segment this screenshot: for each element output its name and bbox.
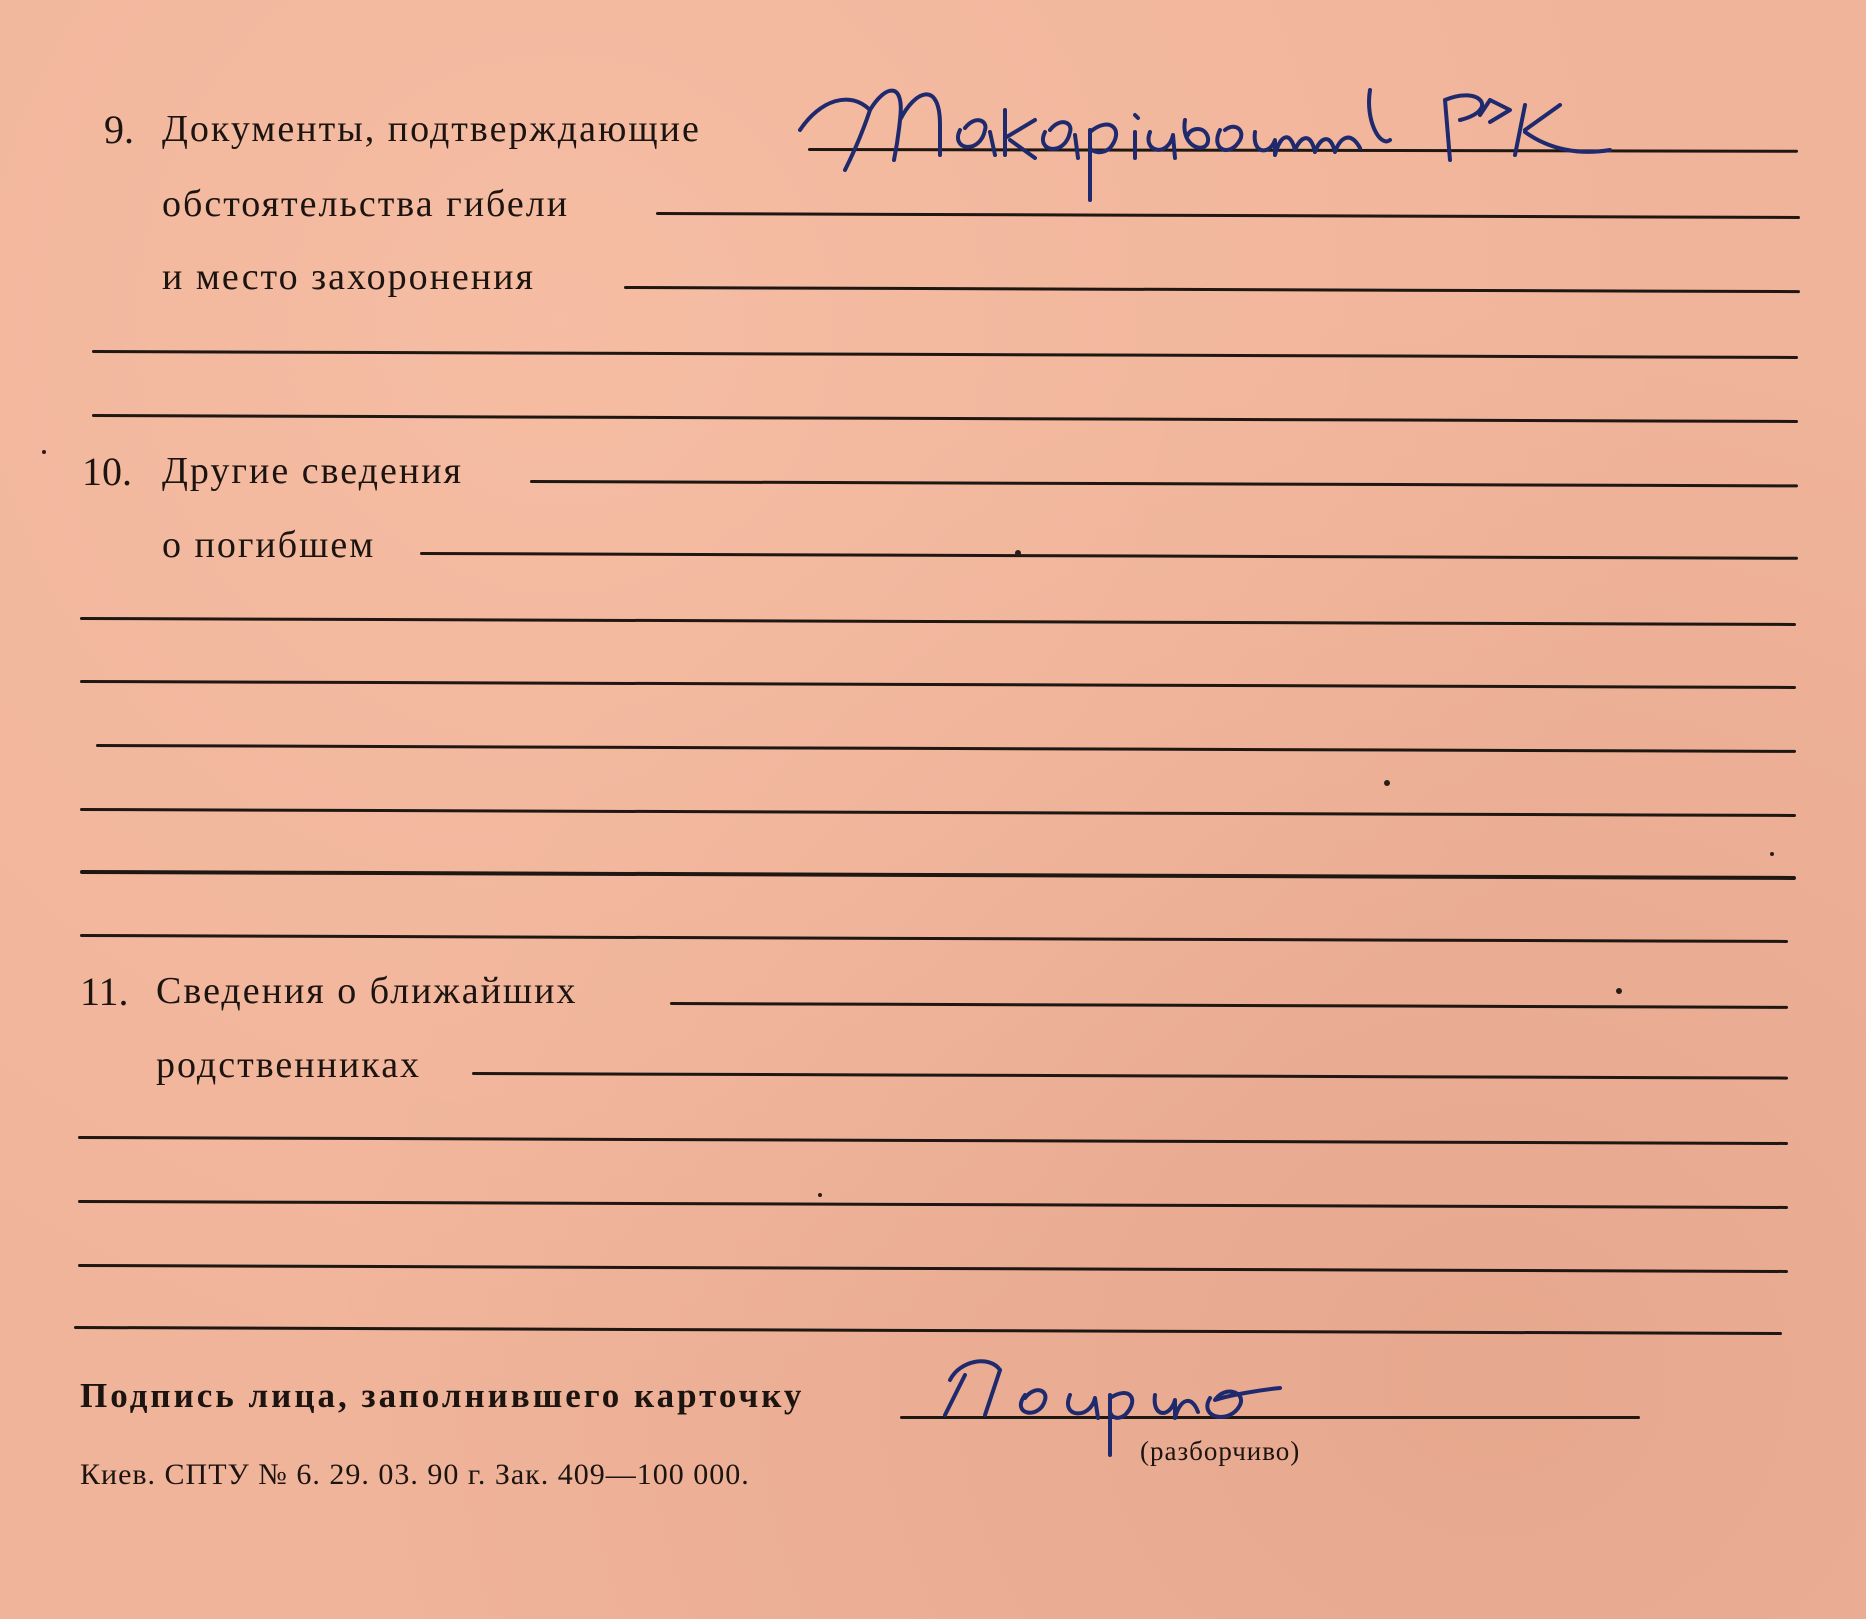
section-11-number: 11.	[80, 969, 129, 1014]
section-10-label-line2: о погибшем	[162, 524, 376, 566]
section-11-label-line1: Сведения о ближайших	[156, 970, 578, 1012]
ink-speck	[1616, 988, 1622, 994]
section-9-rule-4	[92, 350, 1798, 359]
section-9-rule-2	[656, 212, 1800, 219]
section-9-rule-3	[624, 286, 1800, 293]
section-10-rule-5	[96, 744, 1796, 753]
section-10-label-line1: Другие сведения	[162, 450, 464, 492]
section-11-rule-2	[472, 1072, 1788, 1080]
section-10-rule-2	[420, 552, 1798, 560]
section-11-rule-3	[78, 1136, 1788, 1145]
section-11-rule-5	[78, 1264, 1788, 1273]
ink-speck	[818, 1193, 822, 1197]
section-9-label-line2: обстоятельства гибели	[162, 183, 570, 225]
section-9-label-line3: и место захоронения	[162, 256, 535, 298]
section-9-label-line1: Документы, подтверждающие	[162, 108, 701, 150]
section-10-rule-1	[530, 480, 1798, 487]
section-11-rule-4	[78, 1200, 1788, 1209]
section-10-rule-3	[80, 617, 1796, 626]
ink-speck	[1015, 550, 1021, 556]
section-10-rule-8	[80, 934, 1788, 943]
ink-speck	[1770, 852, 1774, 856]
handwritten-entry-section-9-drawing	[790, 60, 1620, 180]
section-11-rule-6	[74, 1326, 1782, 1335]
section-10-rule-7	[80, 870, 1796, 880]
section-9-number: 9.	[104, 107, 134, 152]
section-9-rule-5	[92, 414, 1798, 423]
ink-speck	[1384, 780, 1390, 786]
ink-speck	[42, 450, 46, 454]
signature-hint: (разборчиво)	[1140, 1436, 1301, 1466]
signature-label: Подпись лица, заполнившего карточку	[80, 1376, 805, 1415]
section-11-label-line2: родственниках	[156, 1044, 422, 1086]
section-10-number: 10.	[82, 449, 132, 494]
handwritten-signature-drawing	[930, 1340, 1310, 1460]
section-10-rule-6	[80, 808, 1796, 817]
print-imprint: Киев. СПТУ № 6. 29. 03. 90 г. Зак. 409—100 000.	[80, 1458, 750, 1491]
section-10-rule-4	[80, 680, 1796, 689]
section-11-rule-1	[670, 1002, 1788, 1009]
